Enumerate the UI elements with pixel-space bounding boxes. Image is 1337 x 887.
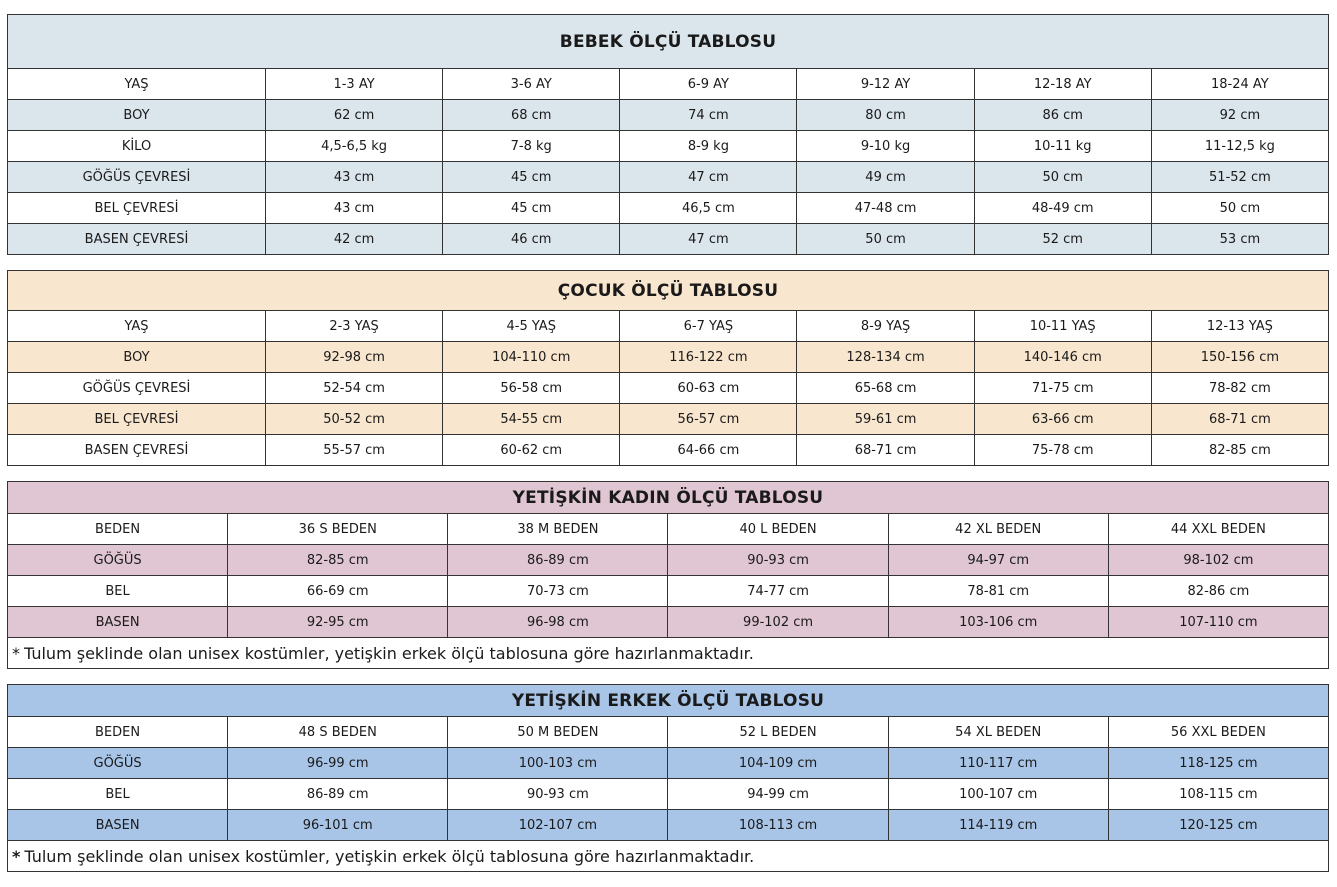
value-cell: 56 XXL BEDEN [1108, 717, 1328, 748]
row-label: KİLO [8, 131, 266, 162]
value-cell: 7-8 kg [443, 131, 620, 162]
table-title-row [8, 271, 1329, 311]
value-cell: 40 L BEDEN [668, 514, 888, 545]
value-cell: 86-89 cm [228, 779, 448, 810]
row-label: BASEN ÇEVRESİ [8, 435, 266, 466]
table-row [8, 100, 1329, 131]
value-cell: 45 cm [443, 193, 620, 224]
table-row [8, 748, 1329, 779]
value-cell: 94-97 cm [888, 545, 1108, 576]
value-cell: 2-3 YAŞ [266, 311, 443, 342]
row-label: GÖĞÜS ÇEVRESİ [8, 373, 266, 404]
value-cell: 50 cm [797, 224, 974, 255]
value-cell: 1-3 AY [266, 69, 443, 100]
value-cell: 50 cm [1151, 193, 1328, 224]
row-label: GÖĞÜS [8, 545, 228, 576]
row-label: BEL ÇEVRESİ [8, 193, 266, 224]
value-cell: 74 cm [620, 100, 797, 131]
value-cell: 18-24 AY [1151, 69, 1328, 100]
row-label: BASEN ÇEVRESİ [8, 224, 266, 255]
row-label: BASEN [8, 810, 228, 841]
table-row [8, 162, 1329, 193]
value-cell: 92-98 cm [266, 342, 443, 373]
footnote-text: Tulum şeklinde olan unisex kostümler, yetişkin erkek ölçü tablosuna göre hazırlanmaktadır. [24, 846, 755, 866]
value-cell: 43 cm [266, 162, 443, 193]
value-cell: 100-103 cm [448, 748, 668, 779]
table-row [8, 373, 1329, 404]
table-row [8, 224, 1329, 255]
value-cell: 82-85 cm [1151, 435, 1328, 466]
value-cell: 90-93 cm [448, 779, 668, 810]
value-cell: 8-9 kg [620, 131, 797, 162]
value-cell: 75-78 cm [974, 435, 1151, 466]
value-cell: 78-81 cm [888, 576, 1108, 607]
value-cell: 71-75 cm [974, 373, 1151, 404]
value-cell: 96-101 cm [228, 810, 448, 841]
value-cell: 46 cm [443, 224, 620, 255]
value-cell: 43 cm [266, 193, 443, 224]
size-table-erkek [7, 684, 1329, 872]
value-cell: 99-102 cm [668, 607, 888, 638]
value-cell: 55-57 cm [266, 435, 443, 466]
row-label: BEL [8, 779, 228, 810]
value-cell: 4,5-6,5 kg [266, 131, 443, 162]
value-cell: 116-122 cm [620, 342, 797, 373]
value-cell: 78-82 cm [1151, 373, 1328, 404]
value-cell: 44 XXL BEDEN [1108, 514, 1328, 545]
value-cell: 68-71 cm [797, 435, 974, 466]
footnote-marker: * [12, 643, 20, 663]
value-cell: 48-49 cm [974, 193, 1151, 224]
table-row [8, 545, 1329, 576]
value-cell: 92 cm [1151, 100, 1328, 131]
value-cell: 96-99 cm [228, 748, 448, 779]
value-cell: 62 cm [266, 100, 443, 131]
value-cell: 54-55 cm [443, 404, 620, 435]
value-cell: 60-63 cm [620, 373, 797, 404]
value-cell: 6-9 AY [620, 69, 797, 100]
value-cell: 80 cm [797, 100, 974, 131]
row-label: BEL ÇEVRESİ [8, 404, 266, 435]
table-title-erkek: YETİŞKİN ERKEK ÖLÇÜ TABLOSU [8, 685, 1329, 717]
value-cell: 120-125 cm [1108, 810, 1328, 841]
row-label: BOY [8, 100, 266, 131]
value-cell: 107-110 cm [1108, 607, 1328, 638]
row-label: BEDEN [8, 717, 228, 748]
value-cell: 64-66 cm [620, 435, 797, 466]
value-cell: 9-12 AY [797, 69, 974, 100]
value-cell: 52 L BEDEN [668, 717, 888, 748]
table-title-row [8, 15, 1329, 69]
value-cell: 56-57 cm [620, 404, 797, 435]
value-cell: 100-107 cm [888, 779, 1108, 810]
table-row [8, 311, 1329, 342]
value-cell: 66-69 cm [228, 576, 448, 607]
value-cell: 82-85 cm [228, 545, 448, 576]
value-cell: 59-61 cm [797, 404, 974, 435]
table-title-bebek: BEBEK ÖLÇÜ TABLOSU [8, 15, 1329, 69]
value-cell: 114-119 cm [888, 810, 1108, 841]
value-cell: 53 cm [1151, 224, 1328, 255]
value-cell: 3-6 AY [443, 69, 620, 100]
value-cell: 65-68 cm [797, 373, 974, 404]
table-row [8, 131, 1329, 162]
value-cell: 108-115 cm [1108, 779, 1328, 810]
value-cell: 68-71 cm [1151, 404, 1328, 435]
value-cell: 51-52 cm [1151, 162, 1328, 193]
value-cell: 128-134 cm [797, 342, 974, 373]
value-cell: 150-156 cm [1151, 342, 1328, 373]
row-label: YAŞ [8, 311, 266, 342]
value-cell: 38 M BEDEN [448, 514, 668, 545]
value-cell: 45 cm [443, 162, 620, 193]
value-cell: 10-11 YAŞ [974, 311, 1151, 342]
table-row [8, 435, 1329, 466]
table-row [8, 69, 1329, 100]
value-cell: 50 M BEDEN [448, 717, 668, 748]
value-cell: 108-113 cm [668, 810, 888, 841]
value-cell: 46,5 cm [620, 193, 797, 224]
value-cell: 104-110 cm [443, 342, 620, 373]
table-row [8, 779, 1329, 810]
value-cell: 110-117 cm [888, 748, 1108, 779]
value-cell: 86-89 cm [448, 545, 668, 576]
footnote [8, 638, 1329, 669]
value-cell: 49 cm [797, 162, 974, 193]
value-cell: 6-7 YAŞ [620, 311, 797, 342]
row-label: GÖĞÜS ÇEVRESİ [8, 162, 266, 193]
value-cell: 118-125 cm [1108, 748, 1328, 779]
table-title-row [8, 482, 1329, 514]
table-row [8, 576, 1329, 607]
value-cell: 82-86 cm [1108, 576, 1328, 607]
footnote-text: Tulum şeklinde olan unisex kostümler, yetişkin erkek ölçü tablosuna göre hazırlanmaktadır. [24, 643, 754, 663]
table-row [8, 607, 1329, 638]
value-cell: 47 cm [620, 224, 797, 255]
value-cell: 52-54 cm [266, 373, 443, 404]
value-cell: 50-52 cm [266, 404, 443, 435]
value-cell: 47-48 cm [797, 193, 974, 224]
value-cell: 12-13 YAŞ [1151, 311, 1328, 342]
row-label: BOY [8, 342, 266, 373]
value-cell: 68 cm [443, 100, 620, 131]
value-cell: 42 XL BEDEN [888, 514, 1108, 545]
value-cell: 70-73 cm [448, 576, 668, 607]
table-row [8, 342, 1329, 373]
table-row [8, 514, 1329, 545]
table-title-kadin: YETİŞKİN KADIN ÖLÇÜ TABLOSU [8, 482, 1329, 514]
row-label: BEL [8, 576, 228, 607]
table-title-row [8, 685, 1329, 717]
value-cell: 11-12,5 kg [1151, 131, 1328, 162]
table-row [8, 717, 1329, 748]
table-row [8, 810, 1329, 841]
value-cell: 104-109 cm [668, 748, 888, 779]
size-table-kadin [7, 481, 1329, 669]
value-cell: 52 cm [974, 224, 1151, 255]
value-cell: 42 cm [266, 224, 443, 255]
value-cell: 12-18 AY [974, 69, 1151, 100]
row-label: YAŞ [8, 69, 266, 100]
row-label: BEDEN [8, 514, 228, 545]
value-cell: 36 S BEDEN [228, 514, 448, 545]
value-cell: 63-66 cm [974, 404, 1151, 435]
value-cell: 50 cm [974, 162, 1151, 193]
table-row [8, 193, 1329, 224]
size-table-cocuk [7, 270, 1329, 466]
value-cell: 90-93 cm [668, 545, 888, 576]
value-cell: 86 cm [974, 100, 1151, 131]
value-cell: 10-11 kg [974, 131, 1151, 162]
value-cell: 103-106 cm [888, 607, 1108, 638]
size-table-bebek [7, 14, 1329, 255]
row-label: GÖĞÜS [8, 748, 228, 779]
value-cell: 102-107 cm [448, 810, 668, 841]
value-cell: 56-58 cm [443, 373, 620, 404]
footnote-row [8, 841, 1329, 872]
footnote [8, 841, 1329, 872]
value-cell: 140-146 cm [974, 342, 1151, 373]
row-label: BASEN [8, 607, 228, 638]
value-cell: 8-9 YAŞ [797, 311, 974, 342]
value-cell: 9-10 kg [797, 131, 974, 162]
table-title-cocuk: ÇOCUK ÖLÇÜ TABLOSU [8, 271, 1329, 311]
footnote-row [8, 638, 1329, 669]
value-cell: 92-95 cm [228, 607, 448, 638]
value-cell: 54 XL BEDEN [888, 717, 1108, 748]
footnote-marker: * [12, 846, 21, 866]
value-cell: 94-99 cm [668, 779, 888, 810]
value-cell: 48 S BEDEN [228, 717, 448, 748]
value-cell: 4-5 YAŞ [443, 311, 620, 342]
value-cell: 74-77 cm [668, 576, 888, 607]
table-row [8, 404, 1329, 435]
value-cell: 96-98 cm [448, 607, 668, 638]
value-cell: 60-62 cm [443, 435, 620, 466]
value-cell: 47 cm [620, 162, 797, 193]
value-cell: 98-102 cm [1108, 545, 1328, 576]
